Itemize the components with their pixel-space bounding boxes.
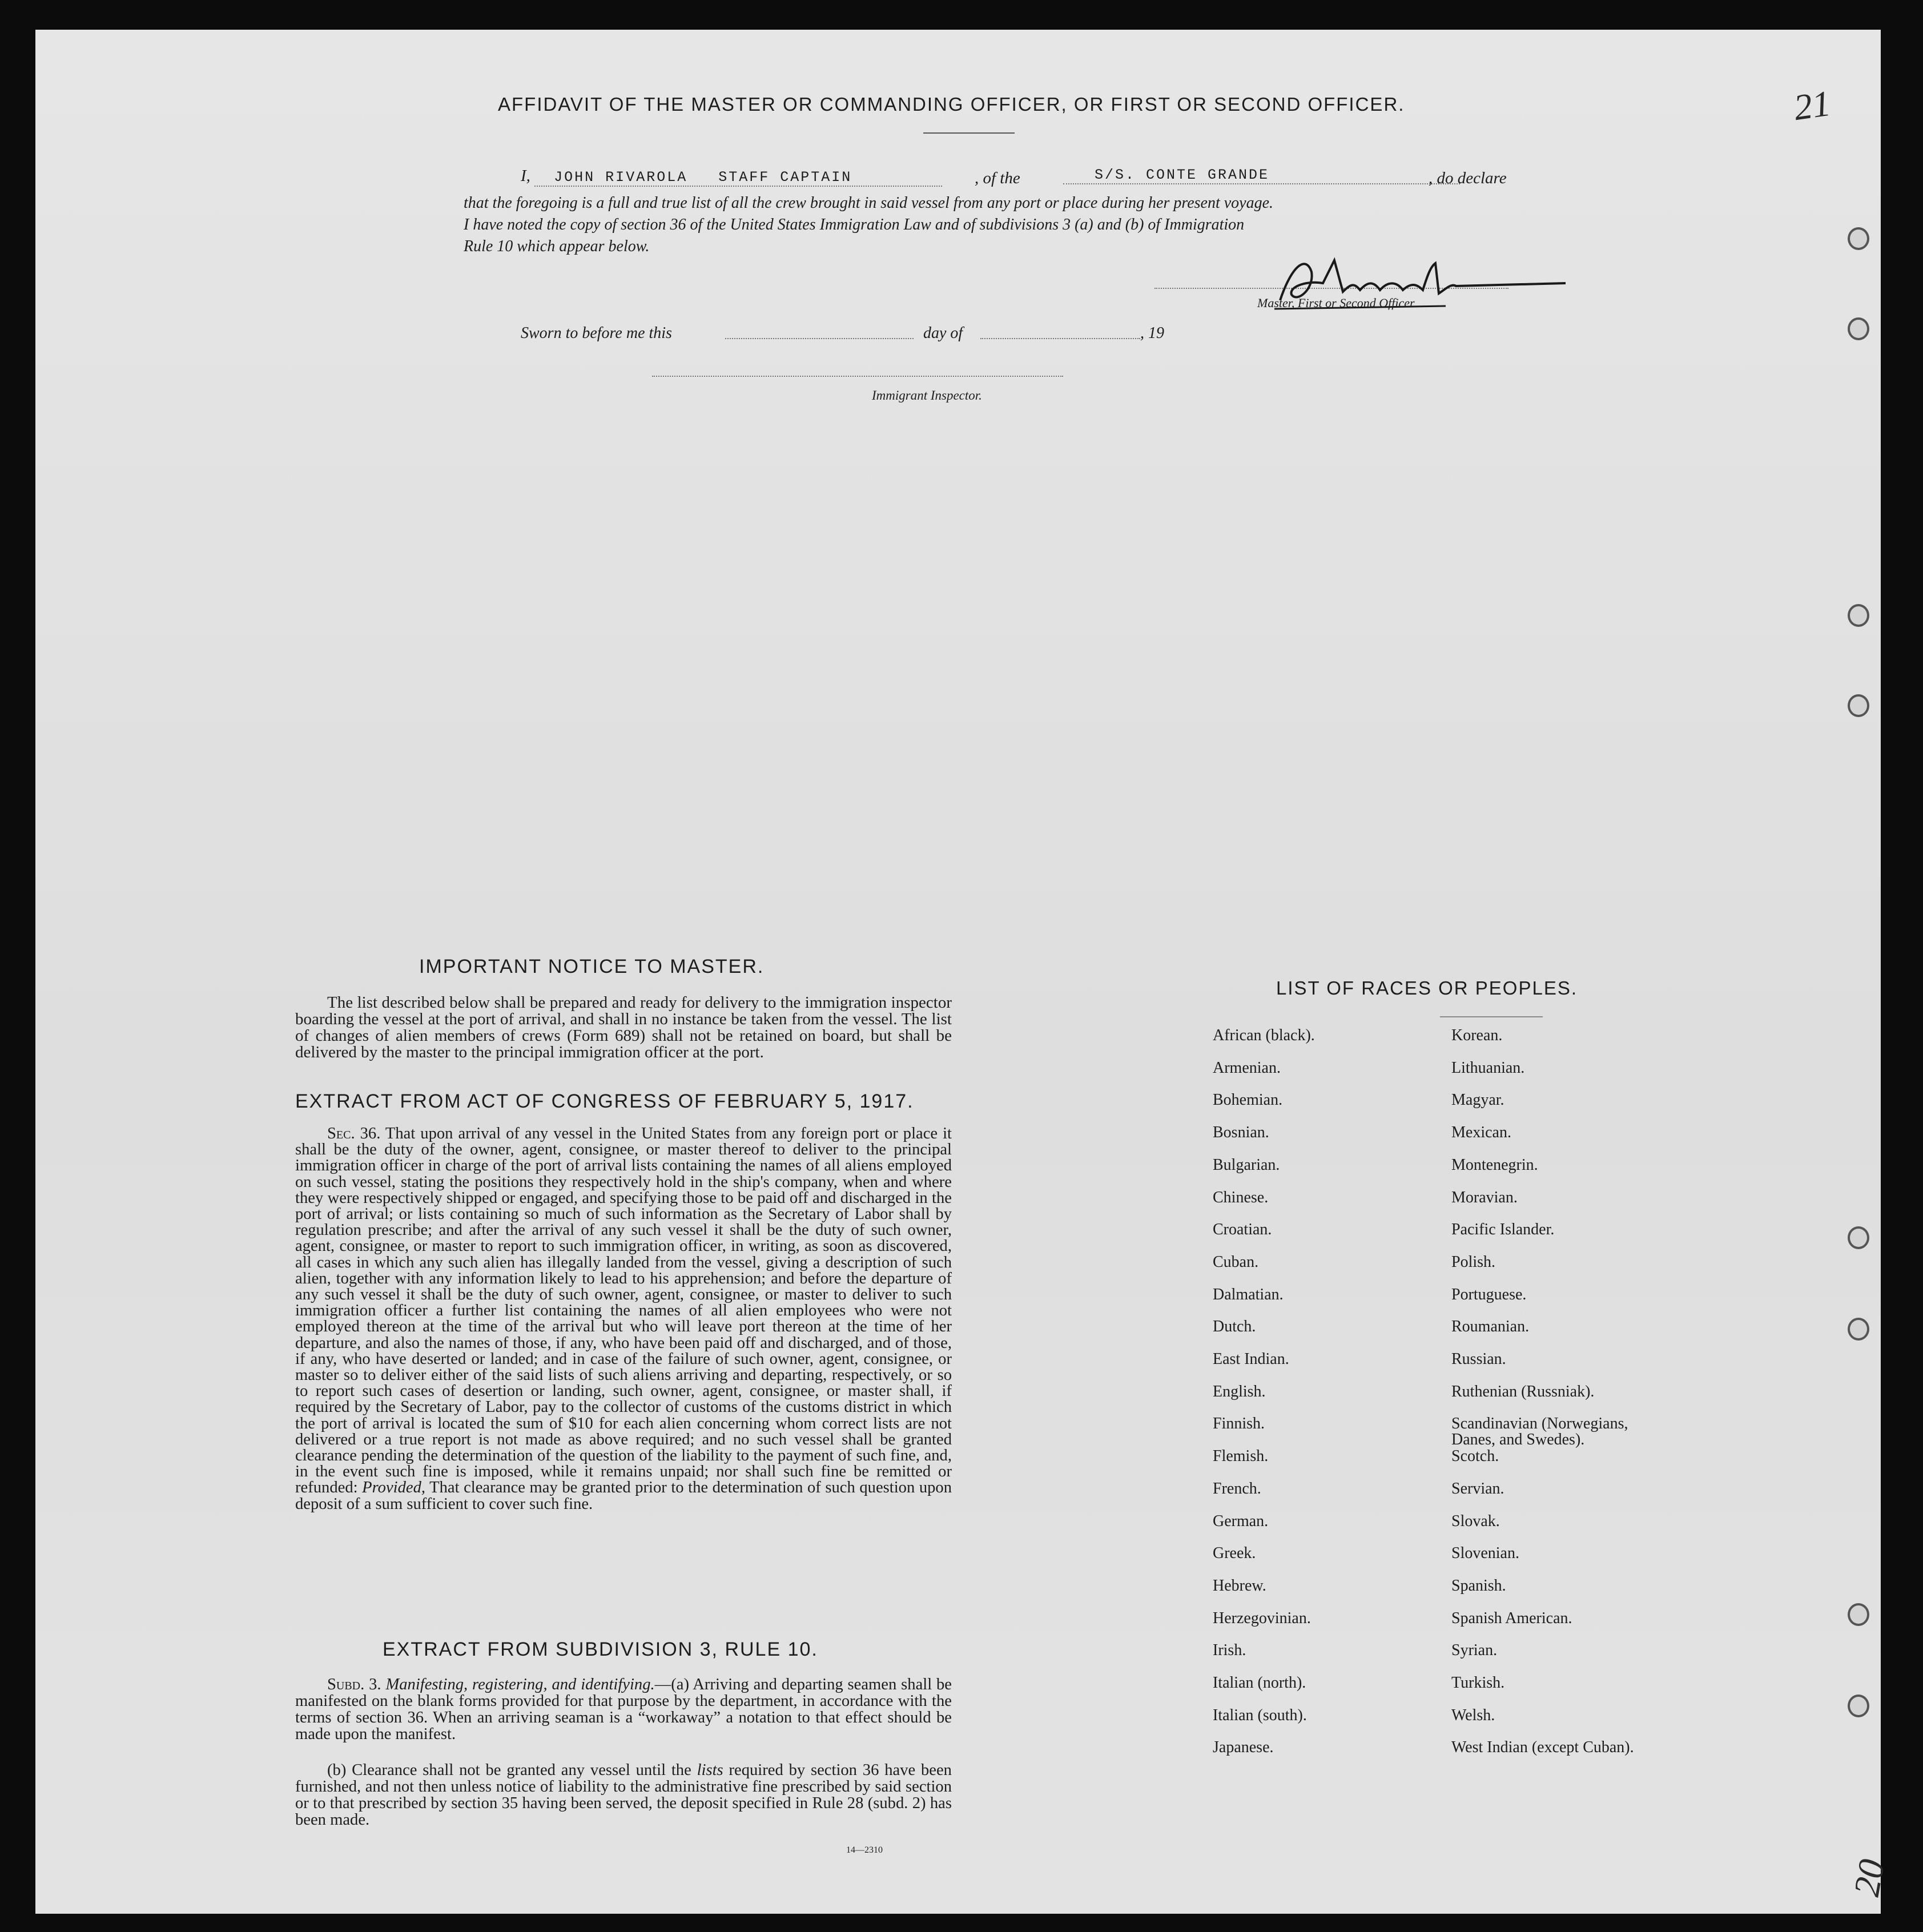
race-item: Cuban.	[1213, 1253, 1259, 1271]
race-item: Scotch.	[1451, 1447, 1499, 1466]
declaration-line	[521, 167, 942, 187]
binder-hole	[1848, 1226, 1869, 1249]
race-item: Bohemian.	[1213, 1091, 1283, 1109]
race-item: Italian (north).	[1213, 1674, 1306, 1692]
race-item: Bulgarian.	[1213, 1156, 1280, 1174]
vessel-field[interactable]: S/S. CONTE GRANDE	[1063, 167, 1460, 184]
race-item: Mexican.	[1451, 1124, 1511, 1142]
race-item: Lithuanian.	[1451, 1058, 1525, 1077]
race-item: Magyar.	[1451, 1091, 1504, 1109]
race-item: Chinese.	[1213, 1188, 1269, 1206]
extract-rule-para-a	[295, 1676, 952, 1742]
binder-hole	[1848, 1694, 1869, 1717]
binder-hole	[1848, 694, 1869, 717]
signature	[1257, 249, 1577, 323]
race-item: Hebrew.	[1213, 1576, 1266, 1595]
race-item: Turkish.	[1451, 1674, 1505, 1692]
corner-note-top: 21	[1791, 82, 1833, 128]
subd-heading: Manifesting, registering, and identifying.	[385, 1676, 655, 1693]
binder-hole	[1848, 1318, 1869, 1341]
affidavit-line-4: Rule 10 which appear below.	[464, 238, 650, 255]
affidavit-title-rule	[923, 132, 1015, 134]
race-item: Irish.	[1213, 1641, 1246, 1660]
binder-hole	[1848, 227, 1869, 250]
race-item: Armenian.	[1213, 1058, 1281, 1077]
do-declare-label: , do declare	[1429, 169, 1507, 187]
extract-rule-para-b	[295, 1762, 952, 1828]
document-sheet	[35, 30, 1893, 1914]
race-item: Welsh.	[1451, 1706, 1495, 1724]
race-item: Slovenian.	[1451, 1544, 1519, 1563]
race-item: Pacific Islander.	[1451, 1221, 1555, 1239]
sworn-month-field[interactable]	[980, 338, 1140, 339]
para-b-lead: (b) Clearance shall not be granted any vessel until the	[327, 1761, 697, 1779]
race-item: Servian.	[1451, 1479, 1504, 1498]
race-item: Spanish.	[1451, 1576, 1506, 1595]
binder-hole	[1848, 604, 1869, 627]
race-item: Portuguese.	[1451, 1285, 1527, 1303]
para-b-rest: required by section 36 have been furnished, and not then unless notice of liability to the administrative fine prescribed by said section or to that prescribed by section 35 having been served, the deposit specified in Rule 28 (subd. 2) has been made.	[295, 1761, 952, 1829]
race-item: Greek.	[1213, 1544, 1256, 1563]
affidavit-line-3: I have noted the copy of section 36 of the United States Immigration Law and of subdivisions 3 (a) and (b) of Immigration	[464, 216, 1245, 234]
race-item: Dutch.	[1213, 1318, 1256, 1336]
of-the-label: , of the	[975, 169, 1020, 187]
declaration-i: I,	[521, 167, 530, 185]
binder-hole	[1848, 1603, 1869, 1626]
inspector-caption: Immigrant Inspector.	[872, 388, 982, 402]
race-item: Herzegovinian.	[1213, 1609, 1311, 1627]
race-item: Scandinavian (Norwegians, Danes, and Swedes).	[1451, 1415, 1628, 1449]
race-item: Flemish.	[1213, 1447, 1269, 1466]
binder-hole	[1848, 317, 1869, 340]
race-item: Finnish.	[1213, 1415, 1265, 1433]
race-item: Syrian.	[1451, 1641, 1498, 1660]
sec-text: That upon arrival of any vessel in the United States from any foreign port or place it shall be the duty of the owner, agent, consignee, or master thereof to deliver to the principal immigration officer in charge of the port of arrival lists containing the names of all aliens employed on such vessel, stating the positions they respectively hold in the ship's company, when and where they were respectively shipped or engaged, and specifying those to be paid off and discharged in the port of arrival; or lists containing so much of such information as the Secretary of Labor shall by regulation prescribe; and after the arrival of any such vessel it shall be the duty of such owner, agent, consignee, or master to report to such immigration officer, in writing, as soon as discovered, all cases in which any such alien has illegally landed from the vessel, giving a description of such alien, together with any information likely to lead to his apprehension; and before the departure of any such vessel it shall be the duty of such owner, agent, consignee, or master to deliver to such immigration officer a further list containing the names of all alien employees who were not employed thereon at the time of the arrival but who will leave port thereon at the time of her departure, and also the names of those, if any, who have been paid off and discharged, and of those, if any, who have deserted or landed; and in case of the failure of such owner, agent, consignee, or master so to deliver either of the said lists of such aliens arriving and departing, respectively, or so to report such cases of desertion or landing, such owner, agent, consignee, or master shall, if required by the Secretary of Labor, pay to the collector of customs of the customs district in which the port of arrival is located the sum of $10 for each alien concerning whom correct lists are not delivered or a true report is not made as above required; and no such vessel shall be granted clearance pending the determination of the question of the liability to the payment of such fine, and, in the event such fine is imposed, while it remains unpaid; nor shall such fine be remitted or refunded:	[295, 1125, 952, 1497]
race-item: German.	[1213, 1512, 1269, 1530]
race-item: Russian.	[1451, 1350, 1506, 1368]
race-item: Montenegrin.	[1451, 1156, 1538, 1174]
sec-label: Sec. 36.	[327, 1125, 381, 1142]
races-title: LIST OF RACES OR PEOPLES.	[1276, 977, 1578, 999]
race-item: Dalmatian.	[1213, 1285, 1284, 1303]
sworn-label: Sworn to before me this	[521, 324, 672, 342]
race-item: English.	[1213, 1382, 1266, 1400]
race-item: Moravian.	[1451, 1188, 1518, 1206]
sec-text-end: That clearance may be granted prior to the determination of such question upon deposit of a sum sufficient to cover such fine.	[295, 1479, 952, 1513]
race-item: French.	[1213, 1479, 1261, 1498]
year-label: , 19	[1140, 324, 1164, 342]
day-of-label: day of	[923, 324, 963, 342]
race-item: Japanese.	[1213, 1738, 1274, 1757]
race-item: Bosnian.	[1213, 1124, 1269, 1142]
race-item: Italian (south).	[1213, 1706, 1307, 1724]
provided-word: Provided,	[362, 1479, 426, 1497]
affidavit-line-2: that the foregoing is a full and true list of all the crew brought in said vessel from any port or place during her present voyage.	[464, 194, 1274, 212]
sworn-day-field[interactable]	[725, 338, 914, 339]
race-item: Slovak.	[1451, 1512, 1500, 1530]
race-item: Spanish American.	[1451, 1609, 1572, 1627]
extract-act-body	[295, 1126, 952, 1512]
notice-body: The list described below shall be prepared and ready for delivery to the immigration inspector boarding the vessel at the port of arrival, and shall in no instance be taken from the vessel. The list of changes of alien members of crews (Form 689) shall not be retained on board, but shall be delivered by the master to the principal immigration officer at the port.	[295, 993, 952, 1061]
race-item: Roumanian.	[1451, 1318, 1530, 1336]
corner-note-bottom: 20	[1845, 1856, 1893, 1899]
race-item: Polish.	[1451, 1253, 1496, 1271]
extract-act-title: EXTRACT FROM ACT OF CONGRESS OF FEBRUARY 5, 1917.	[295, 1090, 914, 1112]
race-item: East Indian.	[1213, 1350, 1289, 1368]
subd-label: Subd. 3.	[327, 1676, 381, 1693]
race-item: Korean.	[1451, 1027, 1503, 1044]
form-number: 14—2310	[846, 1845, 883, 1855]
affidavit-title: AFFIDAVIT OF THE MASTER OR COMMANDING OFFICER, OR FIRST OR SECOND OFFICER.	[498, 94, 1405, 115]
race-item: West Indian (except Cuban).	[1451, 1738, 1634, 1757]
subd-para-a: —(a) Arriving and departing seamen shall be manifested on the blank forms provided for that purpose by the department, in accordance with the terms of section 36. When an arriving seaman is a “workaway” a notation to that effect should be made upon the manifest.	[295, 1676, 952, 1743]
para-b-lists: lists	[697, 1761, 723, 1779]
signature-caption: Master, First or Second Officer.	[1257, 296, 1417, 310]
race-item: Ruthenian (Russniak).	[1451, 1382, 1595, 1400]
races-title-rule	[1440, 1016, 1543, 1017]
inspector-signature-line[interactable]	[652, 376, 1063, 377]
race-item: African (black).	[1213, 1027, 1315, 1044]
notice-title: IMPORTANT NOTICE TO MASTER.	[419, 956, 765, 977]
extract-rule-title: EXTRACT FROM SUBDIVISION 3, RULE 10.	[383, 1639, 818, 1660]
name-field[interactable]: JOHN RIVAROLA STAFF CAPTAIN	[534, 169, 942, 187]
race-item: Croatian.	[1213, 1221, 1272, 1239]
